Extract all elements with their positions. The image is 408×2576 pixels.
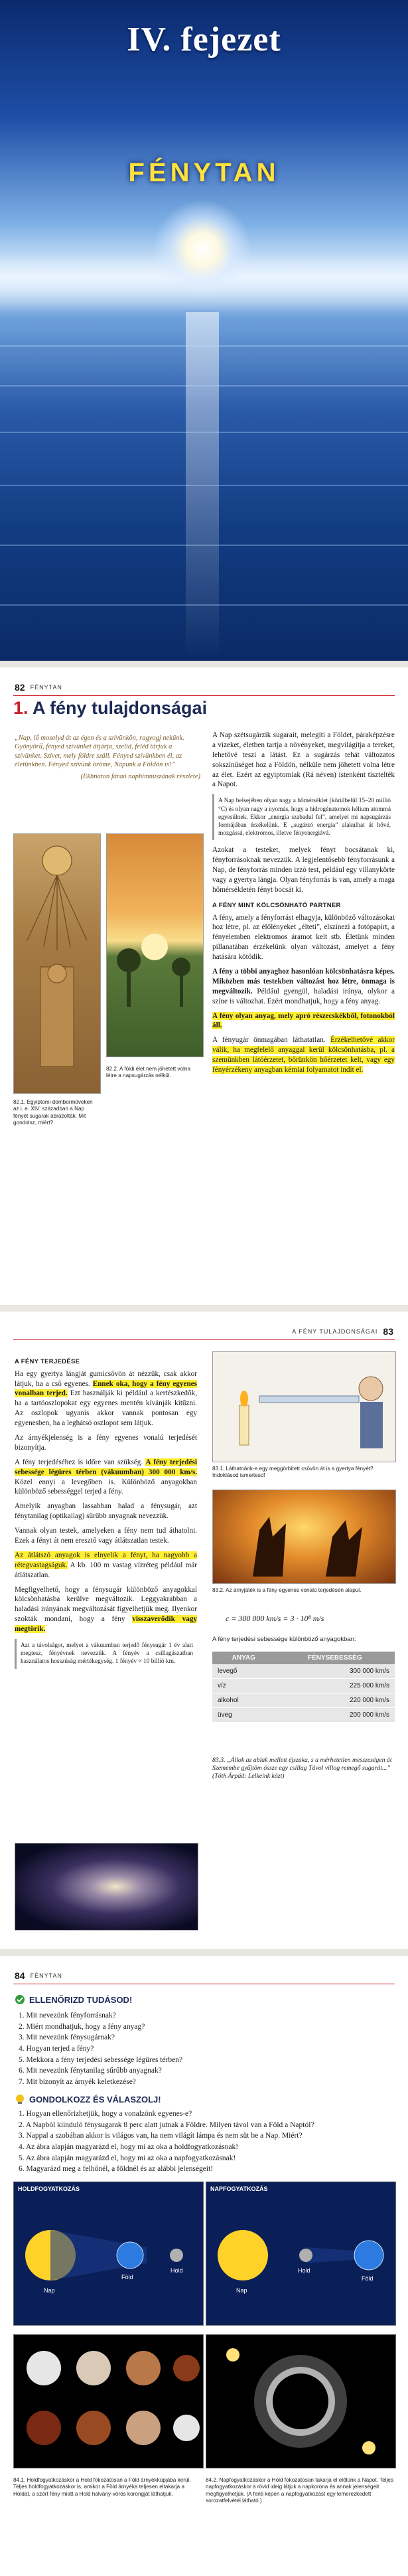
list-item: 3. Mit nevezünk fénysugárnak? bbox=[19, 2033, 115, 2042]
paragraph bbox=[15, 1369, 197, 1428]
chapter-cover bbox=[0, 0, 408, 661]
figure-caption: 83.2. Az árnyjáték is a fény egyenes vonalú terjedésén alapul. bbox=[212, 1587, 362, 1593]
lesson-heading: A fény tulajdonságai bbox=[33, 698, 208, 718]
highlighted-text: Érzékelhetővé akkor válik, ha megfelelő anyaggal kerül kölcsönhatásba, pl. a szemünkben látóérzetet, bőrünkön hőérzetet kelt, vagy egy fényérzékeny anyagban kémiai folyamatot indít el. bbox=[212, 1036, 395, 1074]
speed-cell: 200 000 km/s bbox=[275, 1708, 395, 1723]
material-cell: víz bbox=[212, 1679, 275, 1693]
paragraph-rest: Közel ennyi a levegőben is. Különböző anyagokban különböző sebességgel terjed a fény. bbox=[15, 1478, 197, 1496]
lunar-eclipse-photo-sequence bbox=[13, 2334, 204, 2468]
wave-line bbox=[0, 604, 408, 606]
sun-label: Nap bbox=[236, 2287, 247, 2294]
section-label: FÉNYTAN bbox=[30, 1972, 62, 1979]
paragraph-start: A fényugár önmagában láthatatlan. bbox=[212, 1036, 326, 1045]
paragraph bbox=[15, 1458, 197, 1498]
section-label: A FÉNY TULAJDONSÁGAI bbox=[292, 1328, 378, 1335]
list-item: 7. Mit bizonyít az árnyék keletkezése? bbox=[19, 2078, 136, 2087]
list-item: 1. Mit nevezünk fényforrásnak? bbox=[19, 2012, 116, 2019]
lesson-number: 1. bbox=[13, 698, 29, 718]
highlighted-definition: A fény olyan anyag, mely apró részecskékből, fotonokból áll. bbox=[212, 1011, 395, 1030]
moon-label: Hold bbox=[298, 2267, 310, 2274]
list-item: 2. Miért mondhatjuk, hogy a fény anyag? bbox=[19, 2022, 145, 2031]
table-row bbox=[212, 1693, 395, 1708]
page-number: 84 bbox=[15, 1970, 25, 1981]
paragraph: Azokat a testeket, melyek fényt bocsátanak ki, fényforrásoknak nevezzük. A legjelentősebb fényforrásunk a Nap, de fényforrás minden izzó test, például egy villanykörte vagy a gyertya lángja. Olyan fényforrás is van, amely a maga hőmérsékletén fényt bocsát ki. bbox=[212, 846, 395, 894]
column-header: ANYAG bbox=[212, 1652, 275, 1664]
paragraph bbox=[15, 1585, 197, 1634]
figure-caption: 84.2. Napfogyatkozáskor a Hold fokozatosan takarja el előlünk a Napot. Teljes napfogyatkozáskor a rövid ideig látjuk a napkorona és annak jelenségeit megfigyelhetjük. (A fenti képen a napfogyatkozást egy lemerezkedett sorozatfelvétel látható.) bbox=[206, 2477, 393, 2504]
figure-caption: 83.1. Láthatnánk-e egy meggörbített csövön át is a gyertya fényét? Indoklásod ismertesd! bbox=[212, 1466, 374, 1479]
highlighted-text: Ennek oka, hogy a fény egyenes vonalban terjed. bbox=[15, 1379, 198, 1398]
figure-caption: 84.1. Holdfogyatkozáskor a Hold fokozatosan a Föld árnyékkúpjába kerül. Teljes holdfogyatkozáskor is, amikor a Föld árnyéka teljesen eltakarja a Holdat, a szórt fény miatt a Hold halvány-vörös korongját láthatjuk. bbox=[13, 2477, 191, 2497]
egyptian-relief-image bbox=[13, 833, 101, 1094]
paragraph-start: Ha egy gyertya lángját gumicsővön át nézzük, csak akkor látjuk, ha a cső egyenes. bbox=[15, 1369, 197, 1388]
paragraph-start: Megfigyelhető, hogy a fénysugár különböző anyagokkal kölcsönhatásba kerülve megváltozik. Leggyakrabban a haladási irányának megváltozását figyelhetjük meg. Ilyenkor szokták mondani, hogy a fény bbox=[15, 1585, 197, 1624]
think-question-list bbox=[19, 2108, 390, 2175]
solar-corona-icon bbox=[206, 2335, 395, 2468]
earth-label: Föld bbox=[362, 2275, 374, 2282]
think-section-heading bbox=[15, 2094, 161, 2104]
galaxy-image bbox=[15, 1843, 198, 1931]
figure-caption: 82.1. Egyiptomi domborműveken az i. e. XIV. században a Nap fényét sugarak ábrázolták. Mit gondolsz, miért? bbox=[13, 1099, 93, 1126]
paragraph bbox=[212, 967, 395, 1007]
poem-caption: 83.3. „Állok az ablak mellett éjszaka, s a mérhetetlen messzeségen át Szemembe gyűjtöm össze egy csillag Távol villog remegő sugarát...” (Tóth Árpád: Lelkeink közt) bbox=[212, 1757, 392, 1780]
bold-statement: A fény a többi anyaghoz hasonlóan kölcsönhatásra képes. Miközben más testekben változást hoz létre, önmaga is megváltozik. bbox=[212, 967, 395, 995]
page-number: 83 bbox=[383, 1326, 393, 1337]
sun-glow bbox=[153, 199, 252, 299]
highlighted-text: Az átlátszó anyagok is elnyelik a fényt, ha nagyobb a rétegvastagságuk. bbox=[15, 1551, 197, 1569]
chapter-number: IV. fejezet bbox=[127, 21, 281, 58]
check-question-list bbox=[19, 2010, 390, 2088]
paragraph bbox=[212, 1011, 395, 1031]
paragraph: Amelyik anyagban lassabban halad a fénysugár, azt fénytanilag (optikailag) sűrűbb anyagnak nevezzük. bbox=[15, 1502, 197, 1521]
lunar-eclipse-diagram bbox=[13, 2182, 204, 2326]
highlighted-text: visszaverődik vagy megtörik. bbox=[15, 1615, 198, 1634]
paragraph: A fény, amely a fényforrást elhagyja, különböző változásokat hoz létre, pl. az élőlényeket „élteti”, elszínezi a fotópapírt, a fényelemben elektromos áramot kelt stb. Életünk minden pillanatában érzékelünk olyan változást, amelyet a fény hatására kötődik. bbox=[212, 913, 395, 962]
material-cell: alkohol bbox=[212, 1693, 275, 1708]
list-item: 5. Mekkora a fény terjedési sebessége légüres térben? bbox=[19, 2055, 183, 2064]
list-item: 3. Nappal a szobában akkor is világos van, ha nem világít lámpa és nem süt be a Nap. Miért? bbox=[19, 2132, 303, 2140]
paragraph: Az árnyékjelenség is a fény egyenes vonalú terjedését bizonyítja. bbox=[15, 1433, 197, 1452]
speed-of-light-formula: c = 300 000 km/s = 3 · 10⁸ m/s bbox=[226, 1614, 324, 1623]
main-text-column bbox=[212, 730, 395, 1080]
diagram-title: HOLDFOGYATKOZÁS bbox=[18, 2186, 80, 2192]
check-section-heading bbox=[15, 1994, 132, 2005]
candle-tube-figure bbox=[212, 1351, 396, 1462]
info-note: Azt a távolságot, melyet a vákuumban terjedő fénysugár 1 év alatt megtesz, fényévnek nevezzük. A fényév a csillagászatban használatos hosszúság mértékegység. 1 fényév ≈ 10 billió km. bbox=[15, 1639, 197, 1669]
paragraph bbox=[212, 1035, 395, 1075]
candle-experiment-icon bbox=[213, 1352, 395, 1462]
tree-silhouette-icon bbox=[107, 834, 203, 1057]
paragraph-rest: Például gyengül, haladási iránya, olykor a színe is változhat. Ezért mondhatjuk, hogy a fény anyag. bbox=[212, 987, 395, 1005]
earth-label: Föld bbox=[121, 2274, 133, 2280]
paragraph: A Nap szétsugárzik sugarait, melegíti a Földet, páraképzésre a vizeket, életben tartja a növényeket, megvilágítja a tereket, lehetővé teszi a látást. Ez a sugárzás tehát változatos sokszínűséget hoz a Földön, nélküle nem jöhetett volna létre az élet. Ezért az egyiptomiak (Rá néven) istenként tisztelték a Napot. bbox=[212, 731, 395, 789]
header-rule bbox=[13, 1339, 395, 1340]
moon-phases-icon bbox=[14, 2335, 203, 2468]
table-row bbox=[212, 1708, 395, 1723]
paragraph-rest: Ezt használják ki például a kertészkedők, ha a tartóoszlopokat egy egyenes mentén kívánják kitűzni. Az oszlopok ugyanis akkor vannak pontosan egy egyenesben, ha a leghátsó oszlopot sem látjuk. bbox=[15, 1389, 197, 1428]
wave-line bbox=[0, 385, 408, 386]
list-item: 1. Hogyan ellenőrizhetjük, hogy a vonalzónk egyenes-e? bbox=[19, 2110, 192, 2118]
moon-label: Hold bbox=[170, 2267, 183, 2274]
paragraph bbox=[15, 1551, 197, 1581]
page-header bbox=[292, 1326, 393, 1337]
page-header bbox=[15, 682, 62, 693]
highlighted-text: A fény terjedési sebessége légüres térben (vákuumban) 300 000 km/s. bbox=[15, 1458, 198, 1476]
lunar-eclipse-icon bbox=[14, 2182, 203, 2325]
table-row bbox=[212, 1679, 395, 1693]
page-84 bbox=[0, 1956, 408, 2576]
section-label: FÉNYTAN bbox=[30, 684, 62, 691]
shadow-hands-icon bbox=[213, 1490, 395, 1583]
figure-caption: 82.2. A földi élet nem jöhetett volna létre a napsugárzás nélkül. bbox=[106, 1066, 190, 1079]
sunrise-landscape-image bbox=[106, 833, 204, 1057]
lightbulb-icon bbox=[15, 2094, 25, 2104]
solar-eclipse-icon bbox=[206, 2182, 395, 2325]
chapter-title: FÉNYTAN bbox=[128, 158, 280, 187]
list-item: 4. Hogyan terjed a fény? bbox=[19, 2045, 94, 2053]
page-82 bbox=[0, 667, 408, 1305]
quote-attribution: (Ekhnaton fáraó naphimnuszának részlete) bbox=[80, 772, 200, 780]
list-item: 6. Magyarázd meg a felhőnél, a földnél és az alábbi jelenségeit! bbox=[19, 2165, 214, 2174]
check-title: ELLENŐRIZD TUDÁSOD! bbox=[29, 1994, 133, 2005]
sun-label: Nap bbox=[44, 2287, 55, 2294]
relief-figure-icon bbox=[14, 834, 100, 1093]
wave-line bbox=[0, 432, 408, 433]
think-title: GONDOLKOZZ ÉS VÁLASZOLJ! bbox=[29, 2094, 161, 2104]
speed-cell: 300 000 km/s bbox=[275, 1664, 395, 1679]
subsection-heading: A FÉNY MINT KÖLCSÖNHATÓ PARTNER bbox=[212, 901, 341, 909]
light-speed-table bbox=[212, 1652, 395, 1723]
shadow-play-image bbox=[212, 1490, 396, 1584]
solar-eclipse-photo bbox=[206, 2334, 396, 2468]
table-row bbox=[212, 1664, 395, 1679]
header-rule bbox=[13, 695, 395, 696]
subsection-heading: A FÉNY TERJEDÉSE bbox=[15, 1358, 80, 1365]
list-item: 4. Az ábra alapján magyarázd el, hogy mi az oka a holdfogyatkozásnak! bbox=[19, 2143, 239, 2152]
wave-line bbox=[0, 345, 408, 347]
page-header bbox=[15, 1970, 62, 1981]
speed-cell: 225 000 km/s bbox=[275, 1679, 395, 1693]
diagram-title: NAPFOGYATKOZÁS bbox=[210, 2186, 268, 2192]
table-title: A fény terjedési sebessége különböző anyagokban: bbox=[212, 1636, 356, 1643]
list-item: 5. Az ábra alapján magyarázd el, hogy mi az oka a napfogyatkozásnak! bbox=[19, 2154, 236, 2162]
checkmark-icon bbox=[15, 1994, 25, 2005]
pull-quote bbox=[15, 734, 200, 781]
paragraph: Vannak olyan testek, amelyeken a fény nem tud áthatolni. Ezek a fényt át nem eresztő vagy átlátszatlan testek. bbox=[15, 1527, 197, 1545]
info-note: A Nap belsejében olyan nagy a hőmérséklet (körülbelül 15–20 millió °C) és olyan nagy a nyomás, hogy a hidrogénatomok hélium atommá egyesülnek. Ekkor „energia szabadul fel”, amelyet mi napsugárzás formájában érzékelünk. E „sugárzó energia” alakulhat át hővé, mozgássá, elektromos, illetve fényenergiává. bbox=[212, 794, 395, 840]
main-text-column bbox=[15, 1351, 197, 1674]
page-83 bbox=[0, 1312, 408, 1949]
paragraph-rest: A kb. 100 m vastag vízréteg például már átlátszatlan. bbox=[15, 1561, 197, 1579]
column-header: FÉNYSEBESSÉG bbox=[275, 1652, 395, 1664]
list-item: 6. Mit nevezünk fénytanilag sűrűbb anyagnak? bbox=[19, 2067, 162, 2075]
speed-cell: 220 000 km/s bbox=[275, 1693, 395, 1708]
wave-line bbox=[0, 485, 408, 486]
material-cell: üveg bbox=[212, 1708, 275, 1723]
paragraph-start: A fény terjedéséhez is időre van szükség. bbox=[15, 1458, 143, 1466]
lesson-title bbox=[13, 698, 207, 719]
solar-eclipse-diagram bbox=[206, 2182, 396, 2326]
list-item: 2. A Napból kiinduló fénysugarak 8 perc alatt jutnak a Földre. Milyen távol van a Föld a Naptól? bbox=[19, 2120, 314, 2129]
material-cell: levegő bbox=[212, 1664, 275, 1679]
wave-line bbox=[0, 545, 408, 546]
page-number: 82 bbox=[15, 682, 25, 693]
quote-text: „Nap, lő mosolyd át az égen és a szívünkön, ragyogj nekünk. Gyönyörű, fényed szívünket átjárja, szelíd, feléd tárjuk a szívünket. Szívet, mely földre száll. Fényed szívünkben él, az életünkben. Fényed szívünk öröme, Napunk a Földön is!” bbox=[15, 734, 184, 769]
